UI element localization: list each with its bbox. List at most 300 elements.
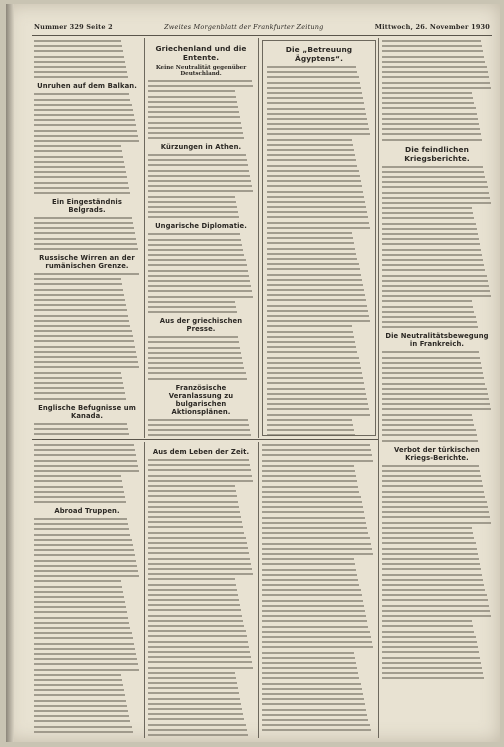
text-line [382, 269, 485, 271]
text-line [267, 419, 352, 421]
text-line [34, 679, 122, 681]
text-line [267, 154, 355, 156]
text-line [34, 684, 123, 686]
text-line [382, 506, 488, 508]
text-line [382, 408, 491, 410]
text-line [382, 574, 482, 576]
text-line [34, 351, 136, 353]
text-line [382, 166, 483, 168]
text-line [148, 275, 249, 277]
text-line [267, 242, 354, 244]
text-line [34, 289, 123, 291]
text-line [382, 485, 483, 487]
text-line [148, 347, 240, 349]
text-line [382, 197, 490, 199]
column-1 [34, 40, 140, 436]
text-line [34, 705, 127, 707]
text-line [262, 714, 367, 716]
text-line [382, 367, 482, 369]
text-line [34, 486, 123, 488]
text-line [34, 119, 135, 121]
text-line [262, 620, 367, 622]
text-line [148, 211, 238, 213]
text-line [34, 392, 125, 394]
text-line [262, 532, 368, 534]
text-line [34, 182, 128, 184]
text-line [148, 341, 239, 343]
text-line [382, 414, 472, 416]
text-line [267, 133, 370, 135]
text-line [262, 543, 371, 545]
text-line [382, 133, 481, 135]
text-line [262, 729, 371, 731]
text-line [262, 657, 355, 659]
text-line [267, 403, 368, 405]
text-line [34, 171, 126, 173]
text-line [148, 249, 243, 251]
text-line [148, 672, 235, 674]
text-line [34, 580, 121, 582]
text-line [34, 491, 124, 493]
text-line [382, 657, 480, 659]
text-line [382, 87, 491, 89]
column-rule [378, 38, 379, 738]
text-line [262, 703, 365, 705]
text-line [148, 687, 238, 689]
section-rule [32, 439, 378, 440]
text-line [262, 641, 372, 643]
text-line [34, 632, 132, 634]
text-line [267, 434, 355, 436]
text-line [262, 548, 372, 550]
text-line [148, 537, 246, 539]
text-line [262, 636, 371, 638]
text-line [34, 335, 133, 337]
text-line [382, 192, 489, 194]
text-line [382, 377, 484, 379]
text-line [148, 111, 239, 113]
text-line [34, 135, 138, 137]
text-line [34, 71, 127, 73]
text-line [34, 591, 123, 593]
text-line [34, 653, 136, 655]
text-line [34, 243, 137, 245]
text-line [148, 563, 251, 565]
text-line [382, 610, 490, 612]
text-line [262, 553, 373, 555]
text-line [262, 465, 354, 467]
newspaper-page [6, 4, 500, 742]
text-line [382, 553, 478, 555]
headline: Aus dem Leben der Zeit. [152, 448, 250, 456]
header-center: Zweites Morgenblatt der Frankfurter Zeitung [164, 23, 324, 31]
text-line [262, 501, 362, 503]
text-line [382, 620, 472, 622]
text-line [382, 66, 487, 68]
text-line [267, 299, 366, 301]
column-rule [258, 442, 259, 738]
text-line [34, 433, 129, 435]
text-line [267, 357, 359, 359]
text-line [382, 300, 472, 302]
text-line [34, 454, 136, 456]
text-line [34, 130, 137, 132]
text-line [382, 264, 484, 266]
text-line [34, 227, 134, 229]
text-line [148, 573, 253, 575]
text-line [382, 82, 490, 84]
text-line [34, 124, 136, 126]
text-line [267, 362, 360, 364]
text-line [34, 104, 132, 106]
text-line [382, 424, 474, 426]
text-line [148, 264, 247, 266]
headline: Ungarische Diplomatie. [155, 222, 247, 231]
text-line [148, 190, 253, 192]
text-line [267, 372, 362, 374]
text-line [382, 102, 474, 104]
text-line [148, 196, 235, 198]
text-line [34, 232, 135, 234]
text-line [34, 315, 128, 317]
text-line [382, 563, 480, 565]
text-line [267, 87, 361, 89]
text-line [148, 96, 236, 98]
header-right: Mittwoch, 26. November 1930 [374, 23, 490, 31]
text-line [262, 615, 366, 617]
text-line [148, 501, 238, 503]
text-line [267, 315, 369, 317]
text-line [262, 496, 361, 498]
text-line [267, 398, 367, 400]
text-line [267, 71, 357, 73]
text-line [382, 45, 482, 47]
text-line [34, 377, 122, 379]
text-line [148, 692, 239, 694]
text-line [262, 652, 354, 654]
text-line [34, 325, 130, 327]
text-line [262, 600, 363, 602]
text-line [148, 185, 252, 187]
column-4 [382, 40, 492, 738]
headline: Aus der griechischen Presse. [159, 317, 243, 334]
text-line [262, 605, 364, 607]
text-line [34, 658, 137, 660]
text-line [382, 285, 489, 287]
text-line [267, 232, 352, 234]
text-line [34, 423, 127, 425]
text-line [148, 259, 246, 261]
text-line [34, 76, 128, 78]
text-line [34, 689, 124, 691]
text-line [148, 464, 250, 466]
text-line [34, 340, 134, 342]
text-line [382, 139, 482, 141]
text-line [262, 610, 365, 612]
text-line [34, 387, 124, 389]
text-line [382, 440, 478, 442]
headline: Ein Eingeständnis Belgrads. [52, 197, 122, 214]
header-rule [32, 35, 492, 36]
text-line [267, 76, 359, 78]
text-line [382, 532, 473, 534]
text-line [382, 223, 476, 225]
text-line [267, 128, 369, 130]
column-rule [144, 38, 145, 438]
text-line [148, 578, 235, 580]
text-line [34, 114, 134, 116]
text-line [382, 275, 487, 277]
text-line [382, 599, 488, 601]
text-line [34, 217, 132, 219]
text-line [262, 480, 357, 482]
text-line [34, 56, 124, 58]
text-line [148, 159, 247, 161]
text-line [148, 718, 244, 720]
headline: Die „Betreuung Ägyptens“. [285, 45, 353, 63]
text-line [267, 279, 362, 281]
text-line [267, 123, 368, 125]
text-line [262, 677, 359, 679]
text-line [34, 460, 137, 462]
text-line [382, 249, 481, 251]
text-line [382, 636, 476, 638]
text-line [34, 299, 125, 301]
text-line [267, 377, 363, 379]
text-line [382, 243, 480, 245]
text-line [262, 517, 365, 519]
text-line [34, 273, 139, 275]
text-line [382, 202, 491, 204]
text-line [262, 631, 370, 633]
text-line [148, 682, 237, 684]
text-line [262, 574, 357, 576]
text-line [382, 306, 473, 308]
text-line [267, 118, 367, 120]
text-line [148, 630, 246, 632]
text-line [148, 599, 239, 601]
text-line [262, 522, 366, 524]
text-line [34, 156, 123, 158]
text-line [262, 537, 370, 539]
text-line [382, 625, 473, 627]
text-line [148, 254, 244, 256]
text-line [382, 238, 479, 240]
text-line [382, 212, 473, 214]
text-line [148, 367, 244, 369]
text-line [148, 568, 252, 570]
text-line [148, 667, 253, 669]
text-line [34, 700, 126, 702]
text-line [382, 527, 472, 529]
text-line [262, 667, 357, 669]
text-line [262, 491, 359, 493]
text-line [382, 61, 485, 63]
text-line [382, 403, 490, 405]
text-line [267, 82, 360, 84]
text-line [34, 309, 127, 311]
text-line [34, 544, 133, 546]
text-line [34, 356, 137, 358]
text-line [148, 127, 242, 129]
text-line [267, 185, 362, 187]
text-line [34, 238, 136, 240]
text-line [34, 50, 123, 52]
text-line [382, 615, 491, 617]
page-binding-shadow [6, 4, 14, 742]
text-line [148, 469, 251, 471]
text-line [34, 166, 125, 168]
text-line [382, 280, 488, 282]
text-line [382, 92, 472, 94]
text-line [34, 192, 130, 194]
text-line [382, 419, 473, 421]
text-line [34, 475, 121, 477]
text-line [267, 258, 357, 260]
text-line [34, 575, 139, 577]
text-line [34, 294, 124, 296]
text-line [267, 393, 366, 395]
text-line [382, 465, 479, 467]
text-line [148, 516, 241, 518]
text-line [262, 646, 373, 648]
text-line [148, 661, 252, 663]
text-line [34, 643, 134, 645]
text-line [382, 76, 489, 78]
headline: Griechenland und die Entente. [155, 44, 247, 62]
text-line [34, 496, 125, 498]
text-line [148, 285, 251, 287]
text-line [34, 560, 136, 562]
text-line [382, 40, 481, 42]
text-line [382, 259, 483, 261]
text-line [267, 367, 361, 369]
text-line [382, 56, 484, 58]
text-line [148, 651, 250, 653]
text-line [382, 383, 485, 385]
text-line [34, 518, 127, 520]
text-line [148, 506, 239, 508]
text-line [148, 311, 237, 313]
text-line [148, 352, 241, 354]
text-line [262, 569, 356, 571]
text-line [148, 584, 236, 586]
text-line [148, 137, 244, 139]
text-line [148, 90, 235, 92]
text-line [34, 278, 121, 280]
text-line [262, 662, 356, 664]
lower-column-3 [262, 444, 374, 736]
text-line [34, 449, 135, 451]
text-line [267, 175, 360, 177]
text-line [34, 222, 133, 224]
text-line [267, 222, 369, 224]
text-line [34, 470, 139, 472]
text-line [34, 570, 138, 572]
text-line [267, 170, 359, 172]
subheadline: Keine Neutralität gegenüber Deutschland. [155, 65, 247, 77]
text-line [34, 501, 126, 503]
text-line [267, 165, 357, 167]
text-line [382, 398, 489, 400]
text-line [34, 549, 134, 551]
text-line [382, 321, 477, 323]
text-line [267, 336, 354, 338]
text-line [382, 254, 482, 256]
text-line [267, 216, 368, 218]
text-line [34, 528, 129, 530]
text-line [382, 311, 474, 313]
text-line [382, 434, 477, 436]
text-line [382, 631, 474, 633]
text-line [148, 419, 248, 421]
text-line [148, 206, 237, 208]
text-line [267, 305, 367, 307]
text-line [382, 357, 480, 359]
text-line [267, 180, 361, 182]
text-line [34, 330, 132, 332]
text-line [148, 604, 240, 606]
text-line [382, 470, 480, 472]
text-line [262, 719, 368, 721]
headline: Kürzungen in Athen. [160, 143, 242, 152]
text-line [148, 485, 235, 487]
text-line [34, 366, 139, 368]
text-line [267, 284, 363, 286]
text-line [34, 669, 139, 671]
text-line [34, 320, 129, 322]
text-line [382, 171, 484, 173]
text-line [262, 460, 373, 462]
text-line [382, 672, 483, 674]
text-line [148, 589, 237, 591]
text-line [382, 181, 487, 183]
text-line [267, 191, 363, 193]
text-line [148, 526, 243, 528]
text-line [34, 382, 123, 384]
text-line [148, 175, 250, 177]
text-line [262, 584, 359, 586]
text-line [148, 625, 244, 627]
text-line [34, 601, 125, 603]
text-line [382, 351, 479, 353]
text-line [262, 454, 372, 456]
text-line [267, 108, 365, 110]
text-line [262, 579, 358, 581]
text-line [34, 663, 138, 665]
text-line [262, 672, 358, 674]
text-line [34, 622, 129, 624]
text-line [382, 558, 479, 560]
text-line [34, 99, 130, 101]
text-line [148, 475, 252, 477]
headline: Russische Wirren an der rumänischen Grenze. [39, 254, 135, 270]
text-line [382, 186, 488, 188]
text-line [148, 233, 240, 235]
text-line [267, 351, 357, 353]
text-line [382, 362, 481, 364]
text-line [382, 522, 491, 524]
text-line [382, 511, 489, 513]
text-line [34, 444, 134, 446]
text-line [267, 97, 363, 99]
text-line [148, 552, 249, 554]
text-line [34, 61, 125, 63]
headline: Abroad Truppen. [54, 507, 120, 516]
headline: Englische Befugnisse um Kanada. [38, 403, 136, 420]
text-line [382, 662, 481, 664]
text-line [34, 611, 127, 613]
